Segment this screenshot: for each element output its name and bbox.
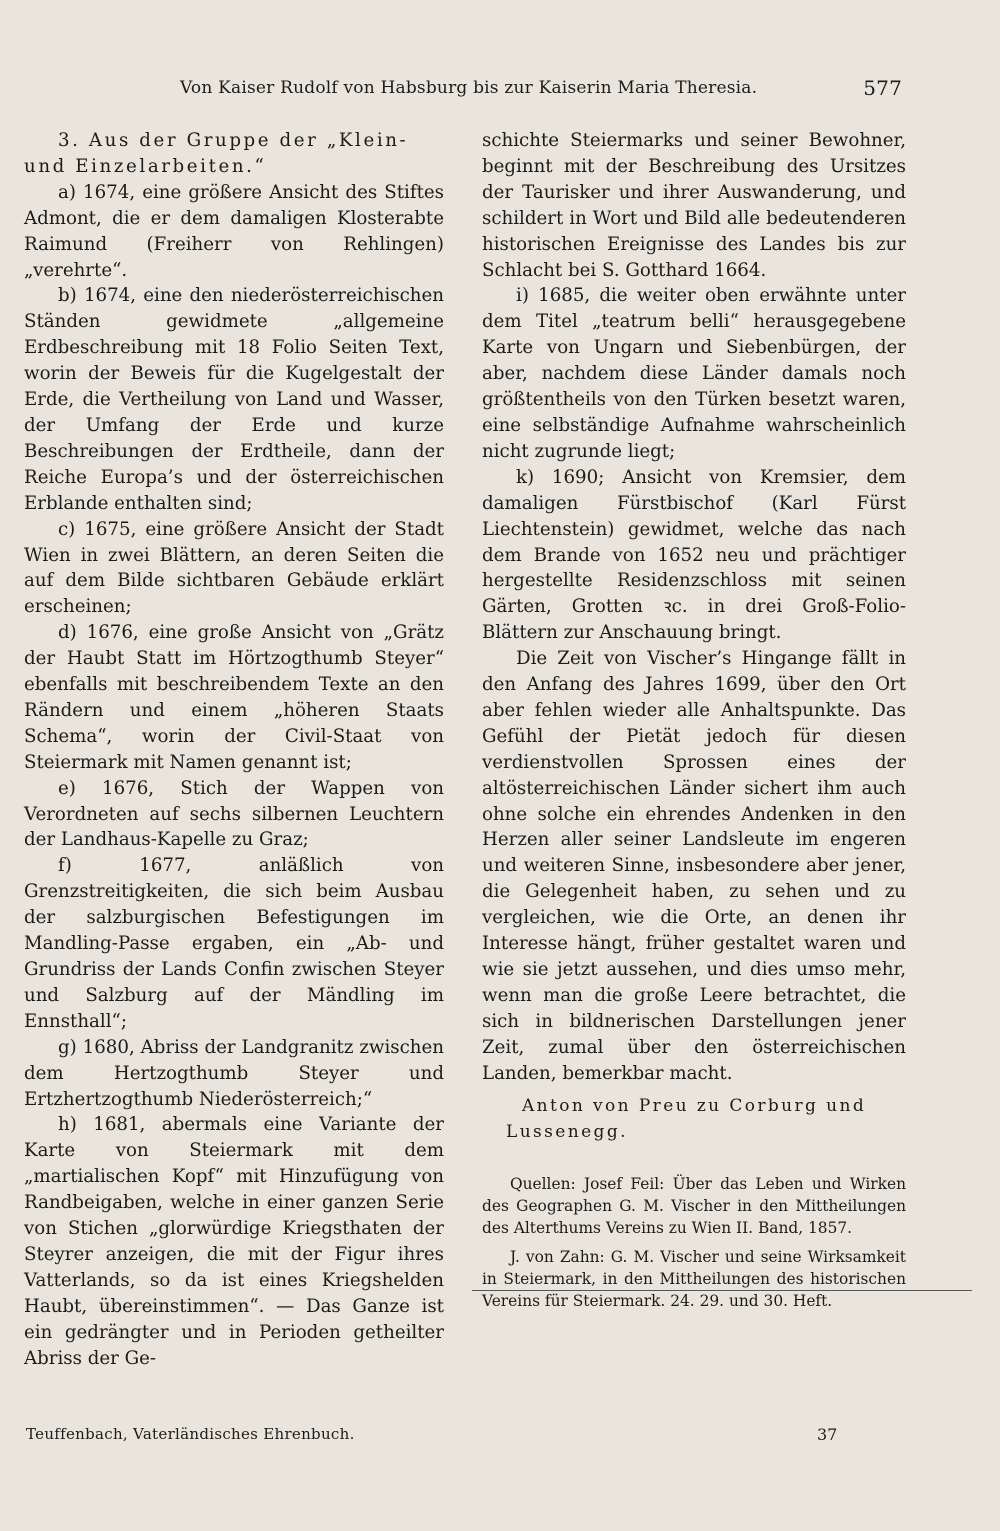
- list-item-k: k) 1690; Ansicht von Kremsier, dem damaligen Fürstbischof (Karl Fürst Liechtenstein) gewidmet, welche das nach dem Brande von 1652 neu und prächtiger hergestellte Residenzschloss mit seinen Gärten, Grotten ꝛc. in drei Groß-Folio-Blättern zur Anschauung bringt.: [482, 466, 906, 644]
- list-item-b: b) 1674, eine den niederösterreichischen Ständen gewidmete „allgemeine Erdbeschreibung mit 18 Folio Seiten Text, worin der Beweis für die Kugelgestalt der Erde, die Vertheilung von Land und Wasser, der Umfang der Erde und kurze Beschreibungen der Erdtheile, dann der Reiche Europa’s und der österreichischen Erblande enthalten sind;: [24, 285, 444, 514]
- closing-paragraph: Die Zeit von Vischer’s Hingange fällt in den Anfang des Jahres 1699, über den Ort aber fehlen wieder alle Anhaltspunkte. Das Gefühl der Pietät jedoch für diesen verdienstvollen Sprossen eines der altösterreichischen Länder sichert ihm auch ohne solche ein ehrendes Andenken in den Herzen aller seiner Landsleute im engeren und weiteren Sinne, insbesondere aber jener, die Gelegenheit haben, zu sehen und zu vergleichen, wie die Orte, an denen ihr Interesse hängt, früher gestaltet waren und wie sie jetzt aussehen, und dies umso mehr, wenn man die große Leere betrachtet, die sich in bildnerischen Darstellungen jener Zeit, zumal über den österreichischen Landen, bemerkbar macht.: [482, 648, 906, 1084]
- footer-source: Teuffenbach, Vaterländisches Ehrenbuch.: [26, 1425, 355, 1443]
- list-item-c: c) 1675, eine größere Ansicht der Stadt Wien in zwei Blättern, an deren Seiten die auf dem Bilde sichtbaren Gebäude erklärt erscheinen;: [24, 518, 444, 618]
- continued-paragraph: schichte Steiermarks und seiner Bewohner, beginnt mit der Beschreibung des Ursitzes der Taurisker und ihrer Auswanderung, und schildert in Wort und Bild alle bedeutenderen historischen Ereignisse des Landes bis zur Schlacht bei S. Gotthard 1664.: [482, 130, 906, 281]
- left-column: [24, 128, 444, 1372]
- list-item-i: i) 1685, die weiter oben erwähnte unter dem Titel „teatrum belli“ herausgegebene Karte von Ungarn und Siebenbürgen, der aber, nachdem diese Länder damals noch größtentheils von den Türken besetzt waren, eine selbständige Aufnahme wahrscheinlich nicht zugrunde liegt;: [482, 285, 906, 462]
- author-line1: Anton von Preu zu Corburg und: [522, 1095, 867, 1116]
- running-head-title: Von Kaiser Rudolf von Habsburg bis zur Kaiserin Maria Theresia.: [180, 78, 758, 98]
- author-signature: [506, 1093, 906, 1145]
- footnote-divider: [472, 1290, 972, 1291]
- source-entry: Quellen: Josef Feil: Über das Leben und Wirken des Geographen G. M. Vischer in den Mittheilungen des Alterthums Vereins zu Wien II. Band, 1857.: [482, 1174, 906, 1237]
- list-item-h: h) 1681, abermals eine Variante der Karte von Steiermark mit dem „martialischen Kopf“ mit Hinzufügung von Randbeigaben, welche in einer ganzen Serie von Stichen „glorwürdige Kriegsthaten der Steyrer anzeigen, die mit der Figur ihres Vatterlands, so da ist eines Kriegshelden Haubt, übereinstimmen“. — Das Ganze ist ein gedrängter und in Perioden getheilter Abriss der Ge-: [24, 1114, 444, 1369]
- section-heading: [24, 128, 444, 180]
- section-heading-line2: und Einzelarbeiten.“: [24, 155, 267, 177]
- list-item-g: g) 1680, Abriss der Landgranitz zwischen dem Hertzogthumb Steyer und Ertzhertzogthumb Niederösterreich;“: [24, 1036, 444, 1110]
- source-entry: J. von Zahn: G. M. Vischer und seine Wirksamkeit in Steiermark, in den Mittheilungen des historischen Vereins für Steiermark. 24. 29. und 30. Heft.: [482, 1247, 906, 1310]
- author-line2: Lussenegg.: [506, 1121, 628, 1142]
- page-number: 577: [863, 76, 902, 100]
- section-heading-line1: 3. Aus der Gruppe der „Klein-: [58, 130, 409, 151]
- list-item-d: d) 1676, eine große Ansicht von „Grätz der Haubt Statt im Hörtzogthumb Steyer“ ebenfalls mit beschreibendem Texte an den Rändern und einem „höheren Staats Schema“, worin der Civil-Staat von Steiermark mit Namen genannt ist;: [24, 622, 444, 773]
- list-item-f: f) 1677, anläßlich von Grenzstreitigkeiten, die sich beim Ausbau der salzburgischen Befestigungen im Mandling-Passe ergaben, ein „Ab- und Grundriss der Lands Confin zwischen Steyer und Salzburg auf der Mändling im Ennsthall“;: [24, 855, 444, 1032]
- list-item-a: a) 1674, eine größere Ansicht des Stiftes Admont, die er dem damaligen Klosterabte Raimund (Freiherr von Rehlingen) „verehrte“.: [24, 181, 444, 281]
- list-item-e: e) 1676, Stich der Wappen von Verordneten auf sechs silbernen Leuchtern der Landhaus-Kapelle zu Graz;: [24, 777, 444, 851]
- footer-signature-number: 37: [817, 1425, 838, 1444]
- right-column: [482, 128, 906, 1319]
